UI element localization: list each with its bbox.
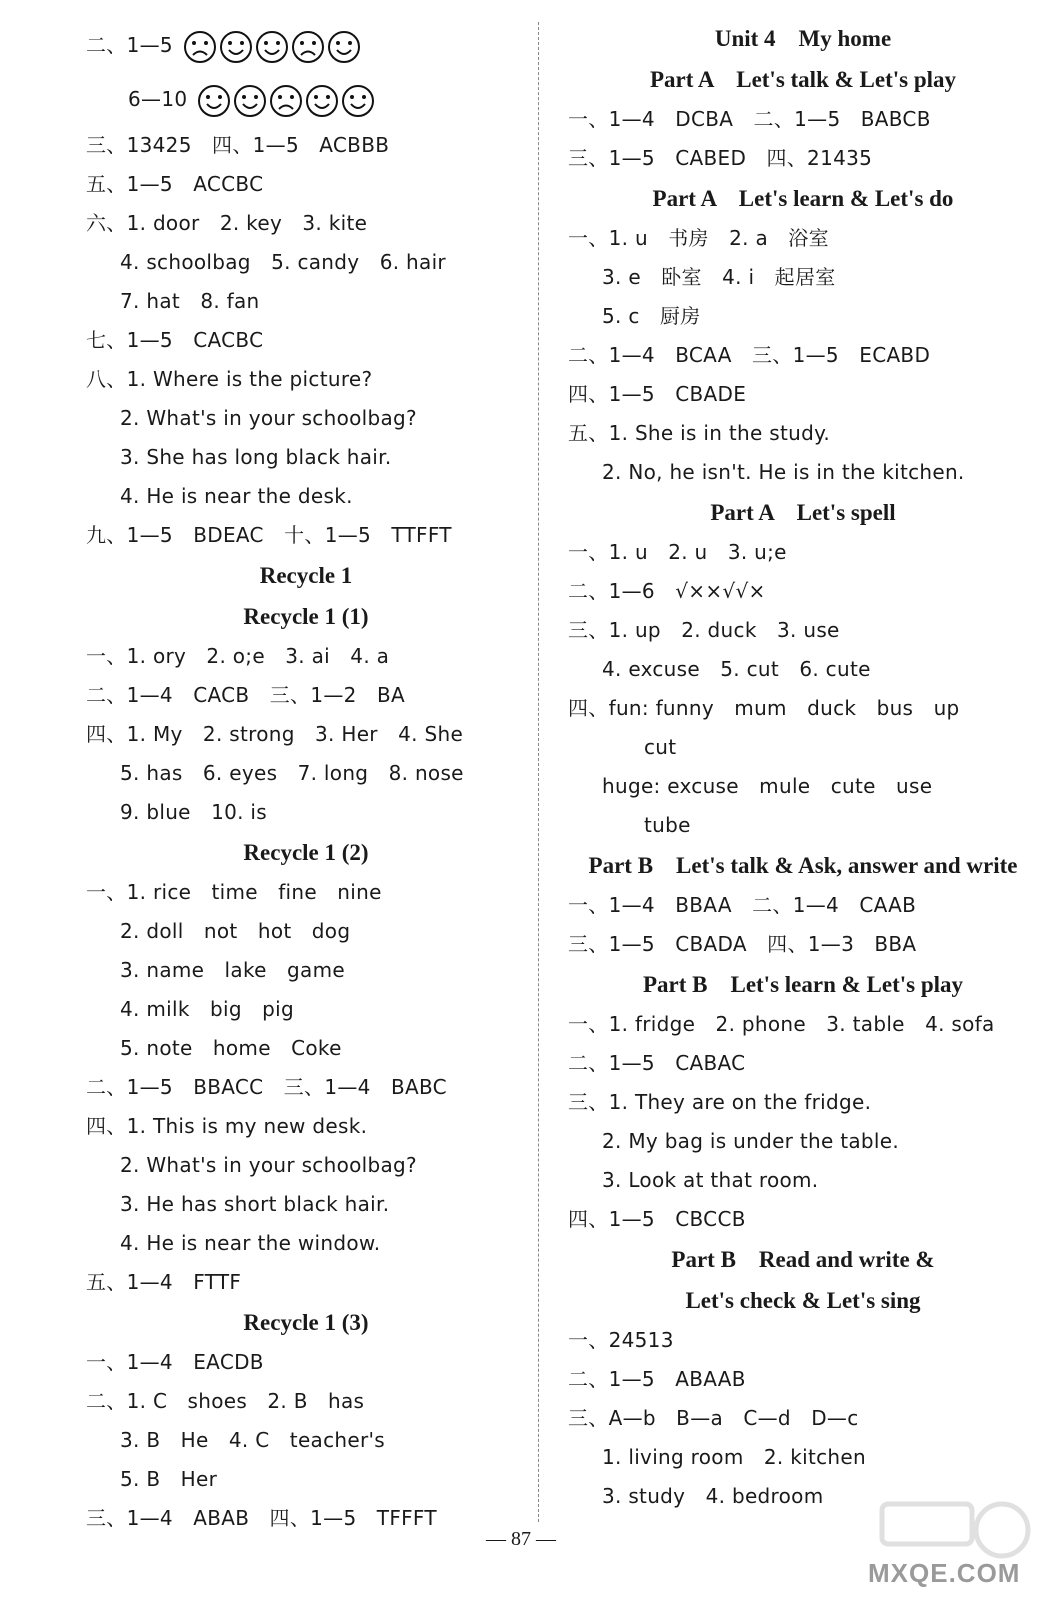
answer-line <box>86 72 526 126</box>
answer-line <box>568 1005 1038 1044</box>
answer-text: 2. What's in your schoolbag? <box>120 1153 417 1177</box>
answer-text: 三、1—5 CABED 四、21435 <box>568 146 873 170</box>
answer-line <box>86 951 526 990</box>
answer-line <box>568 533 1038 572</box>
section-heading <box>568 178 1038 219</box>
answer-line <box>86 399 526 438</box>
answer-line <box>86 1068 526 1107</box>
face-icon-group <box>183 30 361 64</box>
answer-line <box>86 1263 526 1302</box>
answer-line <box>568 572 1038 611</box>
answer-text: 3. e 卧室 4. i 起居室 <box>602 265 836 289</box>
left-column <box>86 18 526 1538</box>
section-heading <box>86 555 526 596</box>
answer-text: 二、1—5 BBACC 三、1—4 BABC <box>86 1075 447 1099</box>
answer-text: 2. No, he isn't. He is in the kitchen. <box>602 460 965 484</box>
answer-line <box>568 650 1038 689</box>
answer-line <box>568 100 1038 139</box>
answer-line <box>568 1161 1038 1200</box>
answer-text: 5. has 6. eyes 7. long 8. nose <box>120 761 464 785</box>
answer-line <box>86 637 526 676</box>
section-heading <box>568 1280 1038 1321</box>
answer-line <box>86 243 526 282</box>
answer-text: 二、1—5 <box>86 33 173 57</box>
answer-line <box>86 438 526 477</box>
answer-text: 一、1. u 书房 2. a 浴室 <box>568 226 829 250</box>
watermark-text: MXQE.COM <box>868 1558 1021 1588</box>
answer-text: 6—10 <box>128 87 188 111</box>
answer-text: Part A Let's talk & Let's play <box>649 67 957 92</box>
answer-text: 一、24513 <box>568 1328 674 1352</box>
answer-line <box>568 1200 1038 1239</box>
answer-line <box>86 912 526 951</box>
answer-text: 七、1—5 CACBC <box>86 328 264 352</box>
answer-text: 一、1. rice time fine nine <box>86 880 382 904</box>
answer-text: 四、1. This is my new desk. <box>86 1114 368 1138</box>
section-heading <box>568 964 1038 1005</box>
answer-text: Let's check & Let's sing <box>685 1288 921 1313</box>
answer-line <box>86 360 526 399</box>
answer-line <box>86 282 526 321</box>
answer-text: 五、1—4 FTTF <box>86 1270 242 1294</box>
answer-line <box>568 336 1038 375</box>
answer-text: tube <box>644 813 691 837</box>
answer-text: 二、1. C shoes 2. B has <box>86 1389 365 1413</box>
answer-text: Part A Let's spell <box>710 500 896 525</box>
answer-line <box>86 204 526 243</box>
answer-text: Recycle 1 (3) <box>243 1310 369 1335</box>
answer-text: Recycle 1 <box>259 563 353 588</box>
answer-text: 3. study 4. bedroom <box>602 1484 824 1508</box>
answer-line <box>86 715 526 754</box>
answer-text: huge: excuse mule cute use <box>602 774 933 798</box>
answer-line <box>86 1460 526 1499</box>
answer-line <box>568 1438 1038 1477</box>
answer-line <box>86 1029 526 1068</box>
answer-line <box>568 1083 1038 1122</box>
answer-text: 四、1—5 CBCCB <box>568 1207 746 1231</box>
answer-text: 2. My bag is under the table. <box>602 1129 900 1153</box>
answer-line <box>86 18 526 72</box>
answer-text: 三、1. up 2. duck 3. use <box>568 618 840 642</box>
answer-text: Part B Let's talk & Ask, answer and write <box>588 853 1018 878</box>
answer-line <box>568 1044 1038 1083</box>
answer-text: 3. name lake game <box>120 958 345 982</box>
answer-text: 四、1. My 2. strong 3. Her 4. She <box>86 722 464 746</box>
section-heading <box>568 492 1038 533</box>
answer-text: Part A Let's learn & Let's do <box>652 186 954 211</box>
answer-line <box>86 477 526 516</box>
answer-text: 二、1—4 CACB 三、1—2 BA <box>86 683 405 707</box>
answer-text: 5. B Her <box>120 1467 218 1491</box>
answer-text: 9. blue 10. is <box>120 800 268 824</box>
answer-line <box>568 375 1038 414</box>
answer-text: 一、1. u 2. u 3. u;e <box>568 540 787 564</box>
answer-text: 三、1—5 CBADA 四、1—3 BBA <box>568 932 917 956</box>
answer-line <box>86 873 526 912</box>
section-heading <box>568 1239 1038 1280</box>
sad-face-icon <box>291 30 325 64</box>
answer-text: 3. He has short black hair. <box>120 1192 390 1216</box>
answer-text: 一、1—4 DCBA 二、1—5 BABCB <box>568 107 931 131</box>
answer-text: 五、1—5 ACCBC <box>86 172 264 196</box>
answer-line <box>568 1399 1038 1438</box>
answer-text: 三、1—4 ABAB 四、1—5 TFFFT <box>86 1506 437 1530</box>
answer-text: 一、1—4 BBAA 二、1—4 CAAB <box>568 893 917 917</box>
page-number: — 87 — <box>486 1528 556 1550</box>
answer-text: 三、1. They are on the fridge. <box>568 1090 872 1114</box>
answer-text: 二、1—6 √××√√× <box>568 579 766 603</box>
answer-line <box>568 297 1038 336</box>
answer-text: Unit 4 My home <box>714 26 892 51</box>
right-column <box>568 18 1038 1516</box>
answer-text: 3. B He 4. C teacher's <box>120 1428 386 1452</box>
face-icon-group <box>197 84 375 118</box>
answer-text: 五、1. She is in the study. <box>568 421 831 445</box>
answer-text: 九、1—5 BDEAC 十、1—5 TTFFT <box>86 523 452 547</box>
column-divider <box>538 22 539 1522</box>
answer-line <box>86 126 526 165</box>
answer-line <box>86 321 526 360</box>
answer-text: 八、1. Where is the picture? <box>86 367 373 391</box>
answer-line <box>86 1421 526 1460</box>
answer-line <box>568 258 1038 297</box>
answer-line <box>86 1185 526 1224</box>
answer-text: 三、A—b B—a C—d D—c <box>568 1406 859 1430</box>
answer-text: 二、1—5 CABAC <box>568 1051 746 1075</box>
answer-line <box>568 414 1038 453</box>
smiley-face-icon <box>305 84 339 118</box>
answer-line <box>86 1343 526 1382</box>
answer-text: Part B Read and write & <box>671 1247 935 1272</box>
answer-text: 4. excuse 5. cut 6. cute <box>602 657 871 681</box>
answer-line <box>568 806 1038 845</box>
answer-text: cut <box>644 735 677 759</box>
answer-line <box>568 453 1038 492</box>
answer-text: 二、1—5 ABAAB <box>568 1367 746 1391</box>
answer-text: 一、1—4 EACDB <box>86 1350 264 1374</box>
answer-text: 1. living room 2. kitchen <box>602 1445 866 1469</box>
answer-line <box>86 990 526 1029</box>
answer-text: 一、1. ory 2. o;e 3. ai 4. a <box>86 644 390 668</box>
answer-text: Part B Let's learn & Let's play <box>642 972 964 997</box>
answer-line <box>86 1382 526 1421</box>
answer-line <box>568 925 1038 964</box>
smiley-face-icon <box>197 84 231 118</box>
section-heading <box>86 596 526 637</box>
answer-line <box>568 139 1038 178</box>
answer-text: 4. He is near the desk. <box>120 484 353 508</box>
answer-line <box>568 689 1038 728</box>
answer-line <box>86 1107 526 1146</box>
answer-text: 三、13425 四、1—5 ACBBB <box>86 133 390 157</box>
answer-line <box>568 728 1038 767</box>
smiley-face-icon <box>219 30 253 64</box>
answer-line <box>568 886 1038 925</box>
sad-face-icon <box>269 84 303 118</box>
answer-line <box>86 676 526 715</box>
answer-text: 5. note home Coke <box>120 1036 342 1060</box>
section-heading <box>86 1302 526 1343</box>
answer-line <box>568 767 1038 806</box>
answer-text: 5. c 厨房 <box>602 304 701 328</box>
answer-line <box>86 165 526 204</box>
answer-line <box>86 1146 526 1185</box>
answer-line <box>568 1122 1038 1161</box>
smiley-face-icon <box>255 30 289 64</box>
answer-line <box>568 1321 1038 1360</box>
answer-line <box>86 754 526 793</box>
answer-line <box>86 793 526 832</box>
answer-text: 四、fun: funny mum duck bus up <box>568 696 960 720</box>
answer-text: Recycle 1 (2) <box>243 840 369 865</box>
answer-line <box>568 611 1038 650</box>
sad-face-icon <box>183 30 217 64</box>
answer-text: 7. hat 8. fan <box>120 289 260 313</box>
answer-text: Recycle 1 (1) <box>243 604 369 629</box>
section-heading <box>86 832 526 873</box>
answer-text: 4. milk big pig <box>120 997 295 1021</box>
section-heading <box>568 59 1038 100</box>
smiley-face-icon <box>327 30 361 64</box>
answer-text: 2. doll not hot dog <box>120 919 351 943</box>
answer-text: 3. She has long black hair. <box>120 445 392 469</box>
answer-text: 2. What's in your schoolbag? <box>120 406 417 430</box>
answer-text: 六、1. door 2. key 3. kite <box>86 211 368 235</box>
answer-text: 4. He is near the window. <box>120 1231 381 1255</box>
answer-line <box>568 1360 1038 1399</box>
smiley-face-icon <box>341 84 375 118</box>
answer-text: 一、1. fridge 2. phone 3. table 4. sofa <box>568 1012 995 1036</box>
answer-text: 四、1—5 CBADE <box>568 382 747 406</box>
answer-line <box>86 516 526 555</box>
section-heading <box>568 845 1038 886</box>
answer-text: 4. schoolbag 5. candy 6. hair <box>120 250 446 274</box>
answer-text: 二、1—4 BCAA 三、1—5 ECABD <box>568 343 931 367</box>
answer-text: 3. Look at that room. <box>602 1168 819 1192</box>
section-heading <box>568 18 1038 59</box>
smiley-face-icon <box>233 84 267 118</box>
answer-line <box>86 1224 526 1263</box>
answer-line <box>568 219 1038 258</box>
